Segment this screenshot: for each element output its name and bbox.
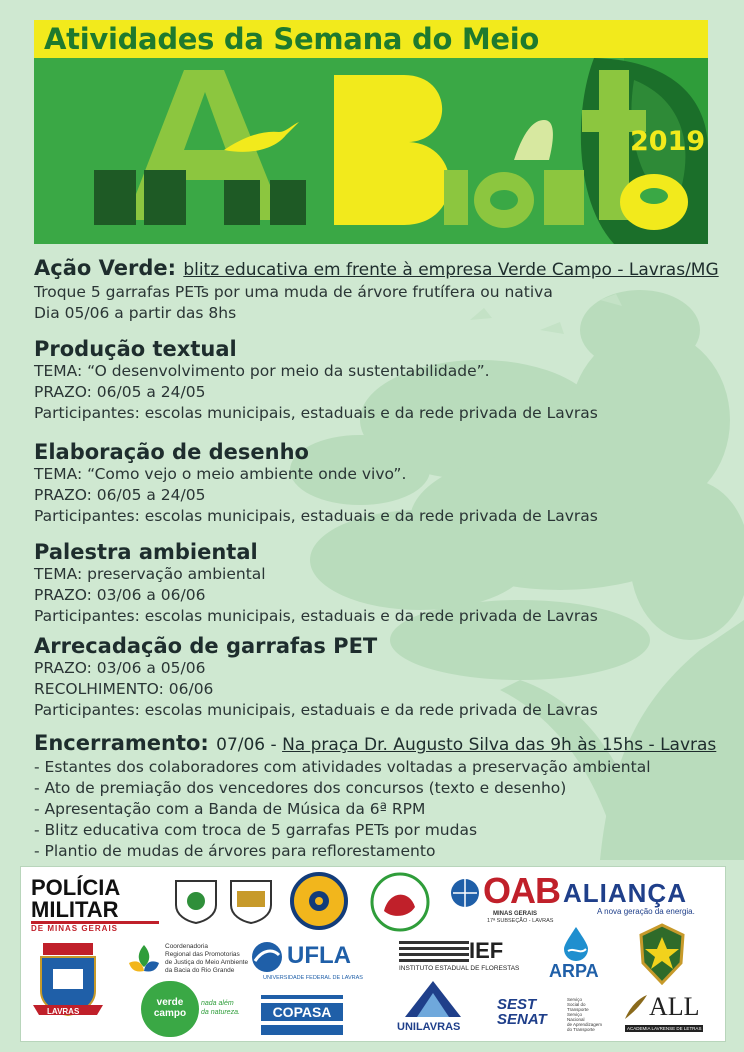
- logo-text: DE MINAS GERAIS: [31, 924, 119, 933]
- section-line: Participantes: escolas municipais, estaduais e da rede privada de Lavras: [34, 507, 598, 525]
- logo-text: da Bacia do Rio Grande: [165, 967, 235, 974]
- logo-text: ARPA: [549, 961, 599, 981]
- logo-alianca: [563, 879, 723, 916]
- section-line: Participantes: escolas municipais, estaduais e da rede privada de Lavras: [34, 607, 598, 625]
- section-line: PRAZO: 06/05 a 24/05: [34, 383, 206, 401]
- section-line: PRAZO: 03/06 a 05/06: [34, 659, 206, 677]
- section-line: PRAZO: 03/06 a 06/06: [34, 586, 206, 604]
- section-line: TEMA: preservação ambiental: [34, 565, 266, 583]
- section-line: - Apresentação com a Banda de Música da 6ª RPM: [34, 800, 426, 818]
- logo-text: IEF: [469, 938, 504, 963]
- section-palestra-ambiental: [34, 540, 724, 627]
- section-line: PRAZO: 06/05 a 24/05: [34, 486, 206, 504]
- feather-icon: [623, 993, 649, 1021]
- globe-icon: [449, 877, 481, 909]
- ambiental-logo-icon: [369, 871, 431, 933]
- logo-text: Serviço: [567, 1012, 583, 1017]
- logo-lavras: [29, 943, 107, 1035]
- section-title: Palestra ambiental: [34, 540, 258, 564]
- section-line: - Ato de premiação dos vencedores dos concursos (texto e desenho): [34, 779, 567, 797]
- section-title: Arrecadação de garrafas PET: [34, 634, 378, 658]
- logo-text: UNIVERSIDADE FEDERAL DE LAVRAS: [263, 975, 363, 981]
- section-encerramento: [34, 731, 724, 862]
- section-title: Elaboração de desenho: [34, 440, 309, 464]
- logo-text: UNILAVRAS: [397, 1021, 461, 1033]
- unilavras-triangle-icon: [403, 979, 463, 1019]
- logo-text: Social do: [567, 1002, 586, 1007]
- section-arrecadacao: [34, 634, 724, 721]
- logo-text: Serviço: [567, 997, 583, 1002]
- section-heading: [34, 731, 724, 757]
- logo-text: A nova geração da energia.: [597, 907, 695, 916]
- logo-text: Transporte: [567, 1007, 589, 1012]
- logo-text: LAVRAS: [47, 1007, 80, 1016]
- section-line: Troque 5 garrafas PETs por uma muda de árvore frutífera ou nativa: [34, 283, 553, 301]
- logo-text: Nacional: [567, 1017, 585, 1022]
- logo-text-block: [567, 997, 602, 1032]
- section-title: Encerramento:: [34, 731, 209, 755]
- army-emblem-icon: [637, 923, 687, 985]
- ufla-emblem-icon: [249, 941, 285, 973]
- logo-text: COPASA: [272, 1004, 332, 1020]
- logo-text-block: [147, 997, 193, 1019]
- section-acao-verde: [34, 256, 724, 324]
- leaf-icon: [125, 943, 163, 977]
- logo-text: 17ª SUBSEÇÃO - LAVRAS: [487, 918, 554, 924]
- logo-policia-militar: [31, 877, 159, 933]
- logo-unilavras: [397, 979, 469, 1037]
- logo-text-block: [165, 943, 248, 975]
- stripe: [261, 1021, 343, 1025]
- logo-text: ACADEMIA LAVRENSE DE LETRAS: [627, 1026, 702, 1031]
- rotary-logo-icon: [289, 871, 349, 931]
- section-separator: -: [265, 735, 283, 755]
- logo-sest-senat: [497, 997, 617, 1037]
- logo-text: MILITAR: [31, 899, 159, 924]
- logo-text: INSTITUTO ESTADUAL DE FLORESTAS: [399, 965, 520, 972]
- logo-text: POLÍCIA: [31, 875, 121, 900]
- logo-text: UFLA: [287, 942, 351, 969]
- section-line: Participantes: escolas municipais, estaduais e da rede privada de Lavras: [34, 701, 598, 719]
- logo-text: verde: [156, 997, 184, 1008]
- ief-lines-icon: [399, 941, 469, 963]
- section-line: - Plantio de mudas de árvores para reflorestamento: [34, 842, 436, 860]
- logo-text: ALL: [649, 992, 700, 1021]
- section-title: Ação Verde:: [34, 256, 176, 280]
- logo-text: ALIANÇA: [563, 878, 687, 908]
- logo-text: SEST: [497, 996, 537, 1013]
- logo-text: Regional das Promotorias: [165, 951, 240, 958]
- logo-text: OAB: [483, 870, 560, 911]
- water-drop-icon: [558, 925, 594, 961]
- section-line: - Blitz educativa com troca de 5 garrafas PETs por mudas: [34, 821, 478, 839]
- logo-text: Coordenadoria: [165, 943, 209, 950]
- section-title: Produção textual: [34, 337, 237, 361]
- logo-copasa: [261, 995, 343, 1035]
- section-elaboracao-desenho: [34, 440, 724, 527]
- logo-text: nada além: [201, 1000, 234, 1007]
- logo-text: SENAT: [497, 1011, 547, 1028]
- section-subtitle: blitz educativa em frente à empresa Verde Campo - Lavras/MG: [183, 260, 719, 280]
- section-line: Dia 05/06 a partir das 8hs: [34, 304, 237, 322]
- logo-text: de Justiça do Meio Ambiente: [165, 959, 249, 966]
- logo-text: da natureza.: [201, 1009, 240, 1016]
- section-subtitle: Na praça Dr. Augusto Silva das 9h às 15hs - Lavras: [282, 735, 717, 755]
- logo-all: [621, 993, 717, 1037]
- section-heading: [34, 256, 724, 282]
- header-banner: [34, 20, 708, 244]
- section-line: Participantes: escolas municipais, estaduais e da rede privada de Lavras: [34, 404, 598, 422]
- sponsors-panel: [20, 866, 726, 1042]
- logo-text: do Transporte: [567, 1027, 595, 1032]
- logo-text-block: [201, 999, 240, 1017]
- logo-verde-campo: [141, 981, 241, 1037]
- section-line: - Estantes dos colaboradores com atividades voltadas a preservação ambiental: [34, 758, 651, 776]
- section-date: 07/06: [216, 735, 266, 755]
- military-badges-icon: [171, 877, 281, 925]
- logo-text: de Aprendizagem: [567, 1022, 603, 1027]
- banner-year: 2019: [630, 126, 706, 157]
- section-line: TEMA: “O desenvolvimento por meio da sustentabilidade”.: [34, 362, 490, 380]
- section-line: RECOLHIMENTO: 06/06: [34, 680, 214, 698]
- banner-title: Atividades da Semana do Meio: [44, 22, 540, 56]
- logo-text: MINAS GERAIS: [493, 911, 538, 917]
- logo-text: campo: [153, 1008, 187, 1019]
- section-producao-textual: [34, 337, 724, 424]
- section-line: TEMA: “Como vejo o meio ambiente onde vivo”.: [34, 465, 407, 483]
- logo-arpa: [541, 925, 611, 985]
